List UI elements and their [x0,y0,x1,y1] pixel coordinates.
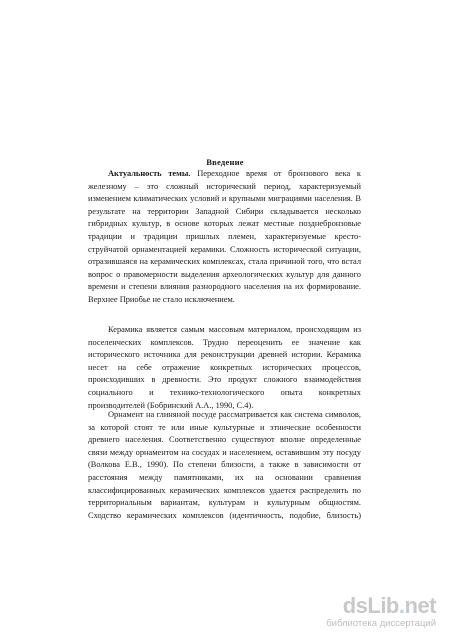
text-line: производителей (Бобринский А.А., 1990, С.4). [88,400,254,410]
text-line: расстояния между памятниками, их на основании сравнения [88,472,361,482]
text-line: вопрос о правомерности выделения археологических культур для данного [88,269,361,279]
text-line: связи между орнаментом на сосудах и населением, оставившим эту посуду [88,447,361,457]
watermark-subtitle: библиотека диссертаций [326,618,436,629]
text-line: поселенческих комплексов. Трудно переоценить ее значение как [88,337,361,347]
watermark-logo-tld: net [404,593,436,618]
text-line: социального и технико-технологического опыта конкретных [88,387,361,397]
text-line: традиции и традиции пришлых племен, характеризуемые кресто- [88,231,361,241]
text-line: территориальным вариантам, культурам и культурным общностям. [88,498,361,508]
text-line: времени и степени влияния разнородного населения на их формирование. [88,282,361,292]
text-line: Верхнее Приобье не стало исключением. [88,294,235,304]
paragraph-ceramics [88,324,361,412]
text-line: несет на себе отражение конкретных исторических процессов, [88,362,361,372]
text-line: результате на территории Западной Сибири складывается несколько [88,206,361,216]
text-line: исторического источника для реконструкции древней истории. Керамика [88,350,361,360]
text-line: гибридных культур, в основе которых лежат местные позднебронзовые [88,219,361,229]
text-line: классифицированных керамических комплексов удается распределить по [88,485,361,495]
watermark-logo [306,595,436,617]
watermark-logo-dot: . [398,593,405,618]
text-line: Сходство керамических комплексов (идентичность, подобие, близость) [88,510,361,520]
paragraph-ornament [88,409,361,522]
text-line: струйчатой орнаментацией керамики. Сложность исторической ситуации, [88,244,361,254]
text-line: железному – это сложный исторический период, характеризуемый [88,181,361,191]
text-line: за которой стоят те или иные культурные и этнические особенности [88,422,361,432]
text-line: изменением климатических условий и крупными миграциями населения. В [88,194,361,204]
paragraph-relevance [88,168,361,307]
text-line: Орнамент на глиняной посуде рассматривается как система символов, [108,410,361,419]
text-line: древнего населения. Соответственно существуют вполне определенные [88,435,361,445]
relevance-line-rest: Переходное время от бронзового века к [197,169,361,178]
text-line: отразившаяся на керамических комплексах, стала причиной того, что встал [88,257,361,267]
relevance-lead: Актуальность темы. [108,169,191,178]
text-line: Керамика является самым массовым материалом, происходящим из [108,325,361,334]
section-heading: Введение [206,157,244,167]
text-line: происходивших в древности. Это продукт сложного взаимодействия [88,375,361,385]
text-line [88,168,361,181]
site-watermark [306,595,436,629]
watermark-logo-main: dsLib [342,593,399,618]
text-line: (Волкова Е.В., 1990). По степени близости, а также в зависимости от [88,460,361,470]
